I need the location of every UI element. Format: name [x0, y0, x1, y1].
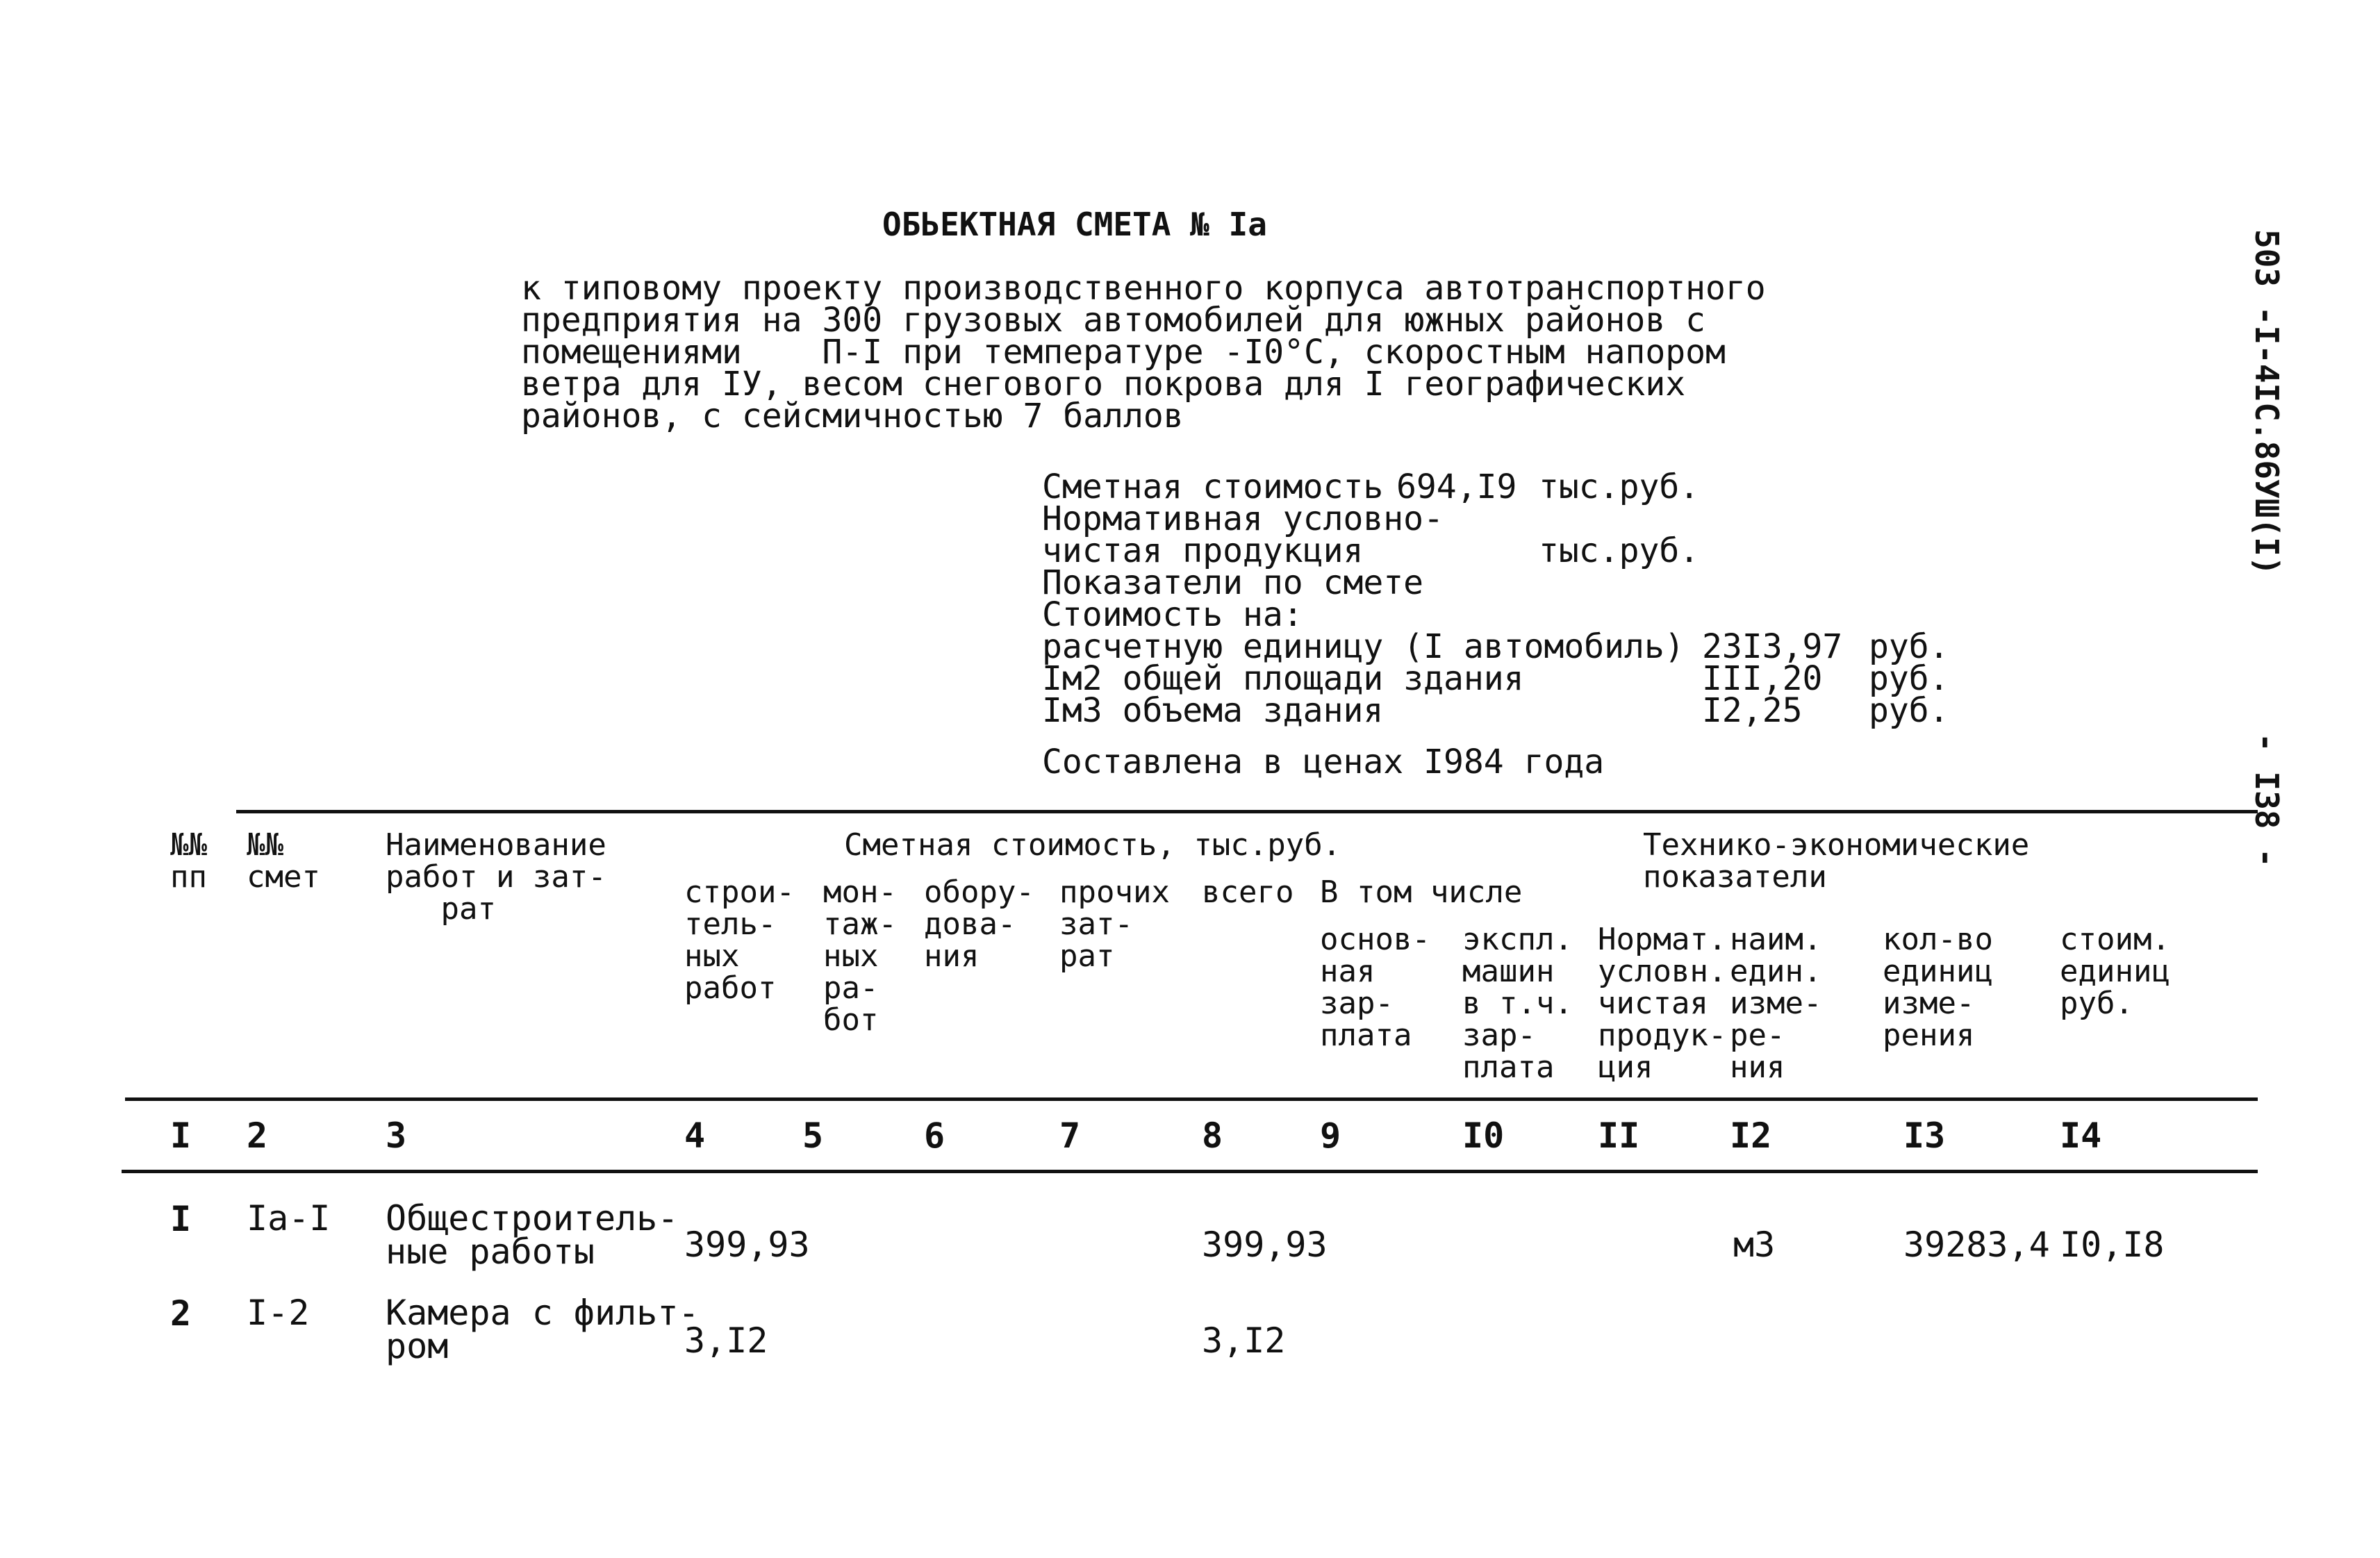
column-number: 5 [802, 1116, 824, 1156]
page-number: - I38 - [2248, 733, 2286, 868]
per-unit-label: расчетную единицу (I автомобиль) [1042, 627, 1685, 666]
header-other: прочих зат- рат [1059, 875, 1170, 974]
per-m2-unit: руб. [1869, 659, 1949, 698]
row-number: 2 [170, 1293, 192, 1334]
subtitle-line: районов, с сейсмичностью 7 баллов [521, 397, 1184, 436]
prices-note: Составлена в ценах I984 года [1042, 743, 1605, 781]
total-cost: 399,93 [1202, 1225, 1328, 1265]
header-unit-qty: кол-во единиц изме- рения [1883, 922, 1993, 1053]
header-installation: мон- таж- ных ра- бот [823, 875, 897, 1038]
estimate-number: Iа-I [247, 1198, 331, 1238]
subtitle-line: ветра для IУ, весом снегового покрова для I географических [521, 365, 1686, 404]
work-name: Общестроитель- ные работы [386, 1198, 679, 1272]
cost-value: 694,I9 [1396, 467, 1517, 506]
header-construction: строи- тель- ных работ [684, 875, 795, 1006]
per-m2-value: III,20 [1702, 659, 1823, 698]
column-number: II [1598, 1116, 1640, 1156]
table-top-rule [236, 810, 2258, 813]
column-number: 3 [386, 1116, 407, 1156]
column-number: I2 [1730, 1116, 1772, 1156]
header-cost-group: Сметная стоимость, тыс.руб. [844, 827, 1341, 863]
column-number: I0 [1462, 1116, 1505, 1156]
per-unit-unit: руб. [1869, 627, 1949, 666]
header-estimate-number: №№ смет [247, 827, 320, 895]
cost-per-label: Стоимость на: [1042, 595, 1303, 634]
column-number: 2 [247, 1116, 268, 1156]
per-m3-unit: руб. [1869, 691, 1949, 730]
row-number: I [170, 1199, 192, 1239]
subtitle-line: предприятия на 300 грузовых автомобилей для южных районов с [521, 301, 1706, 340]
header-base-salary: основ- ная зар- плата [1320, 922, 1430, 1053]
header-row-number: №№ пп [170, 827, 207, 895]
header-in-total: В том числе [1320, 875, 1523, 910]
per-m3-value: I2,25 [1702, 691, 1803, 730]
numbers-bottom-rule [122, 1170, 2258, 1173]
column-number: I3 [1903, 1116, 1946, 1156]
subtitle-line: к типовому проекту производственного корпуса автотранспортного [521, 269, 1766, 308]
header-unit-name: наим. един. изме- ре- ния [1730, 922, 1822, 1085]
header-total: всего [1202, 875, 1294, 910]
header-tech-group: Технико-экономические показатели [1643, 827, 2030, 895]
per-m3-label: Iм3 объема здания [1042, 691, 1384, 730]
norm-label: Нормативная условно- [1042, 499, 1444, 538]
cost-unit: тыс.руб. [1539, 467, 1700, 506]
header-equipment: обору- дова- ния [924, 875, 1034, 974]
unit-quantity: 39283,4 [1903, 1225, 2050, 1265]
construction-cost: 399,93 [684, 1225, 810, 1265]
document-title: ОБЬЕКТНАЯ СМЕТА № Iа [882, 206, 1267, 243]
norm-label: чистая продукция [1042, 531, 1364, 570]
header-net-product: Нормат. условн. чистая продук- ция [1598, 922, 1727, 1085]
total-cost: 3,I2 [1202, 1320, 1286, 1361]
document-code: 503 -I-4IC.86УШ(I) [2248, 229, 2286, 576]
estimate-number: I-2 [247, 1293, 310, 1333]
header-machines: экспл. машин в т.ч. зар- плата [1462, 922, 1573, 1085]
per-m2-label: Iм2 общей площади здания [1042, 659, 1524, 698]
construction-cost: 3,I2 [684, 1320, 768, 1361]
column-number: 7 [1059, 1116, 1081, 1156]
norm-unit: тыс.руб. [1539, 531, 1700, 570]
column-number: 8 [1202, 1116, 1223, 1156]
unit-name: м3 [1733, 1225, 1776, 1265]
cost-label: Сметная стоимость [1042, 467, 1384, 506]
column-number: 9 [1320, 1116, 1341, 1156]
header-bottom-rule [125, 1097, 2258, 1101]
header-unit-cost: стоим. единиц руб. [2060, 922, 2170, 1021]
header-work-name: Наименование работ и зат- рат [386, 827, 606, 927]
column-number: 4 [684, 1116, 706, 1156]
per-unit-value: 23I3,97 [1702, 627, 1843, 666]
column-number: I4 [2060, 1116, 2102, 1156]
unit-cost: I0,I8 [2060, 1225, 2165, 1265]
column-number: I [170, 1116, 192, 1156]
column-number: 6 [924, 1116, 945, 1156]
work-name: Камера с фильт- ром [386, 1293, 700, 1366]
indicators-label: Показатели по смете [1042, 563, 1424, 602]
subtitle-line: помещениями П-I при температуре -I0°С, скоростным напором [521, 333, 1726, 372]
